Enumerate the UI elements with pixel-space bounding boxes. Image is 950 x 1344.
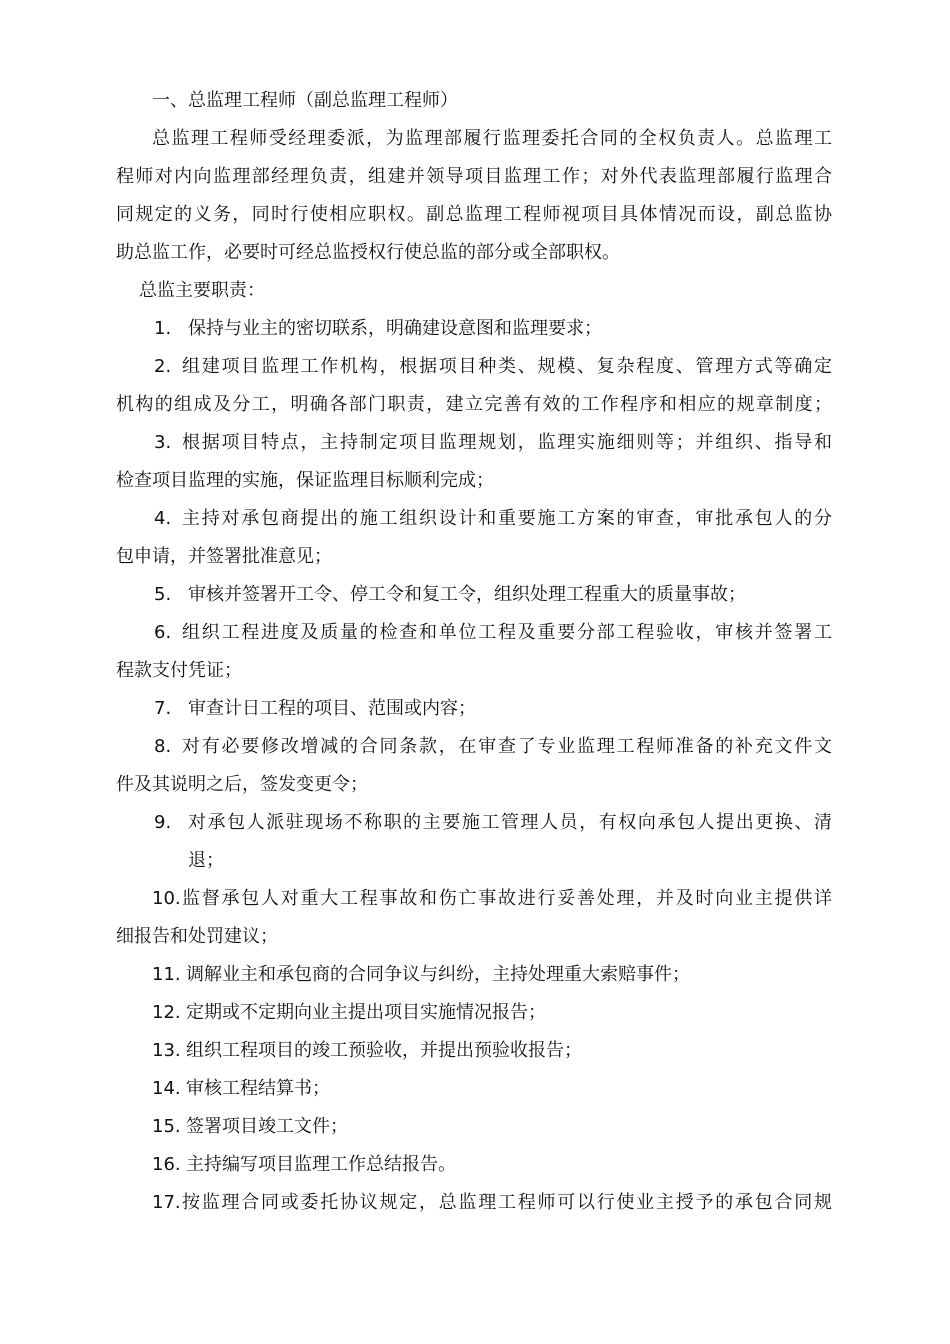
duty-text: 组建项目监理工作机构，根据项目种类、规模、复杂程度、管理方式等确定 xyxy=(182,356,832,377)
duty-text: 保持与业主的密切联系，明确建设意图和监理要求； xyxy=(188,318,602,339)
duty-text: 调解业主和承包商的合同争议与纠纷，主持处理重大索赔事件； xyxy=(186,964,690,985)
duty-number: 16. xyxy=(152,1154,181,1175)
duty-number: 1. xyxy=(154,318,172,339)
duty-text: 审核工程结算书； xyxy=(186,1078,330,1099)
duty-text-continued: 程款支付凭证； xyxy=(116,660,242,681)
duty-number: 10. xyxy=(152,888,181,909)
duty-text-continued: 件及其说明之后，签发变更令； xyxy=(116,774,368,795)
duty-text: 对承包人派驻现场不称职的主要施工管理人员，有权向承包人提出更换、清 xyxy=(188,812,832,833)
duty-text: 主持编写项目监理工作总结报告。 xyxy=(186,1154,456,1175)
duty-text: 对有必要修改增减的合同条款，在审查了专业监理工程师准备的补充文件文 xyxy=(182,736,832,757)
duty-text-continued: 包申请，并签署批准意见； xyxy=(116,546,332,567)
duty-text-continued: 机构的组成及分工，明确各部门职责，建立完善有效的工作程序和相应的规章制度； xyxy=(116,394,832,415)
duty-text: 根据项目特点，主持制定项目监理规划，监理实施细则等；并组织、指导和 xyxy=(182,432,832,453)
duty-text: 主持对承包商提出的施工组织设计和重要施工方案的审查，审批承包人的分 xyxy=(182,508,832,529)
duty-number: 5. xyxy=(154,584,172,605)
duty-number: 8. xyxy=(154,736,172,757)
duty-number: 9. xyxy=(154,812,172,833)
duty-number: 17. xyxy=(152,1192,181,1213)
duty-text: 监督承包人对重大工程事故和伤亡事故进行妥善处理，并及时向业主提供详 xyxy=(182,888,832,909)
duty-text-continued: 检查项目监理的实施，保证监理目标顺利完成； xyxy=(116,470,494,491)
duty-text: 审查计日工程的项目、范围或内容； xyxy=(188,698,476,719)
duty-number: 2. xyxy=(154,356,172,377)
duty-number: 3. xyxy=(154,432,172,453)
duty-text-continued: 细报告和处罚建议； xyxy=(116,926,278,947)
duty-text: 审核并签署开工令、停工令和复工令，组织处理工程重大的质量事故； xyxy=(188,584,746,605)
intro-line-4: 助总监工作，必要时可经总监授权行使总监的部分或全部职权。 xyxy=(116,242,620,263)
duty-number: 7. xyxy=(154,698,172,719)
intro-line-3: 同规定的义务，同时行使相应职权。副总监理工程师视项目具体情况而设，副总监协 xyxy=(116,204,832,225)
intro-line-2: 程师对内向监理部经理负责，组建并领导项目监理工作；对外代表监理部履行监理合 xyxy=(116,166,832,187)
duty-number: 13. xyxy=(152,1040,181,1061)
duty-text: 组织工程项目的竣工预验收，并提出预验收报告； xyxy=(186,1040,582,1061)
duty-number: 12. xyxy=(152,1002,181,1023)
section-heading: 一、总监理工程师（副总监理工程师） xyxy=(152,90,458,111)
duty-text-continued: 退； xyxy=(188,850,224,871)
duty-number: 14. xyxy=(152,1078,181,1099)
duty-text: 组织工程进度及质量的检查和单位工程及重要分部工程验收，审核并签署工 xyxy=(182,622,832,643)
duty-text: 定期或不定期向业主提出项目实施情况报告； xyxy=(186,1002,546,1023)
duties-title: 总监主要职责： xyxy=(139,280,265,301)
duty-number: 6. xyxy=(154,622,172,643)
duty-text: 签署项目竣工文件； xyxy=(186,1116,348,1137)
duty-number: 4. xyxy=(154,508,172,529)
duty-number: 11. xyxy=(152,964,181,985)
duty-text: 按监理合同或委托协议规定，总监理工程师可以行使业主授予的承包合同规 xyxy=(182,1192,832,1213)
duty-number: 15. xyxy=(152,1116,181,1137)
intro-line-1: 总监理工程师受经理委派，为监理部履行监理委托合同的全权负责人。总监理工 xyxy=(152,128,832,149)
